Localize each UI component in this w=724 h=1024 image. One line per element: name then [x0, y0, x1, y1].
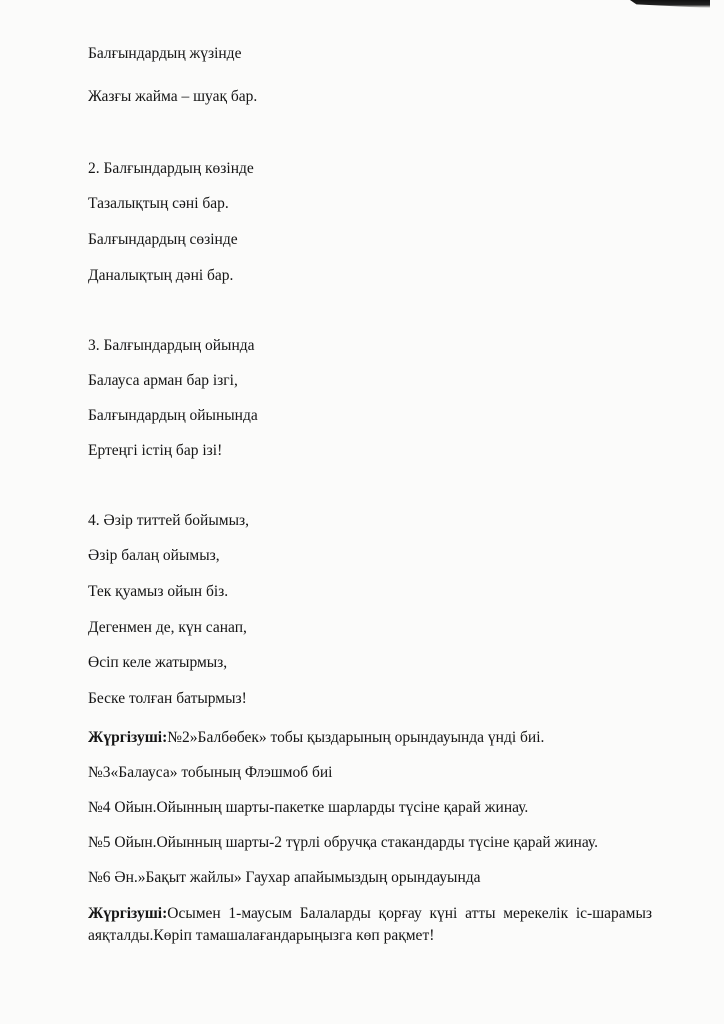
program-item-5: №5 Ойын.Ойынның шарты-2 түрлі обручқа стакандарды түсіне қарай жинау. — [88, 834, 599, 851]
closing-paragraph — [88, 903, 652, 947]
host-label: Жүргізуші: — [88, 729, 168, 746]
program-item-2 — [88, 729, 544, 747]
host-label: Жүргізуші: — [88, 905, 168, 922]
verse4-line: Өсіп келе жатырмыз, — [88, 654, 228, 671]
verse2-line: Балғындардың сөзінде — [88, 231, 238, 248]
verse2-line: Даналықтың дәні бар. — [88, 267, 234, 284]
program-item-4: №4 Ойын.Ойынның шарты-пакетке шарларды түсіне қарай жинау. — [88, 799, 529, 816]
verse2-line: Тазалықтың сәні бар. — [88, 195, 229, 212]
verse3-line: Балауса арман бар ізгі, — [88, 372, 238, 389]
verse1-line: Балғындардың жүзінде — [88, 45, 242, 62]
verse4-line: Беске толған батырмыз! — [88, 690, 247, 707]
verse2-line: 2. Балғындардың көзінде — [88, 160, 254, 177]
closing-text: Осымен 1-маусым Балаларды қорғау күні атты мерекелік іс-шарамыз аяқталды.Көріп тамашалағандарыңызга көп рақмет! — [88, 905, 652, 944]
scan-edge-shadow — [630, 0, 710, 8]
program-item-6: №6 Ән.»Бақыт жайлы» Гаухар апайымыздың орындауында — [88, 869, 481, 886]
program-item-3: №3«Балауса» тобының Флэшмоб биі — [88, 764, 333, 781]
verse4-line: Әзір балаң ойымыз, — [88, 547, 220, 564]
verse4-line: 4. Әзір титтей бойымыз, — [88, 512, 249, 529]
verse4-line: Тек қуамыз ойын біз. — [88, 583, 229, 600]
verse3-line: Балғындардың ойынында — [88, 407, 258, 424]
program-item-text: №2»Балбөбек» тобы қыздарының орындауында үнді биі. — [167, 729, 545, 746]
verse3-line: 3. Балғындардың ойында — [88, 337, 255, 354]
verse3-line: Ертеңгі істің бар ізі! — [88, 442, 223, 459]
verse4-line: Дегенмен де, күн санап, — [88, 619, 247, 636]
verse1-line: Жазғы жайма – шуақ бар. — [88, 88, 258, 105]
